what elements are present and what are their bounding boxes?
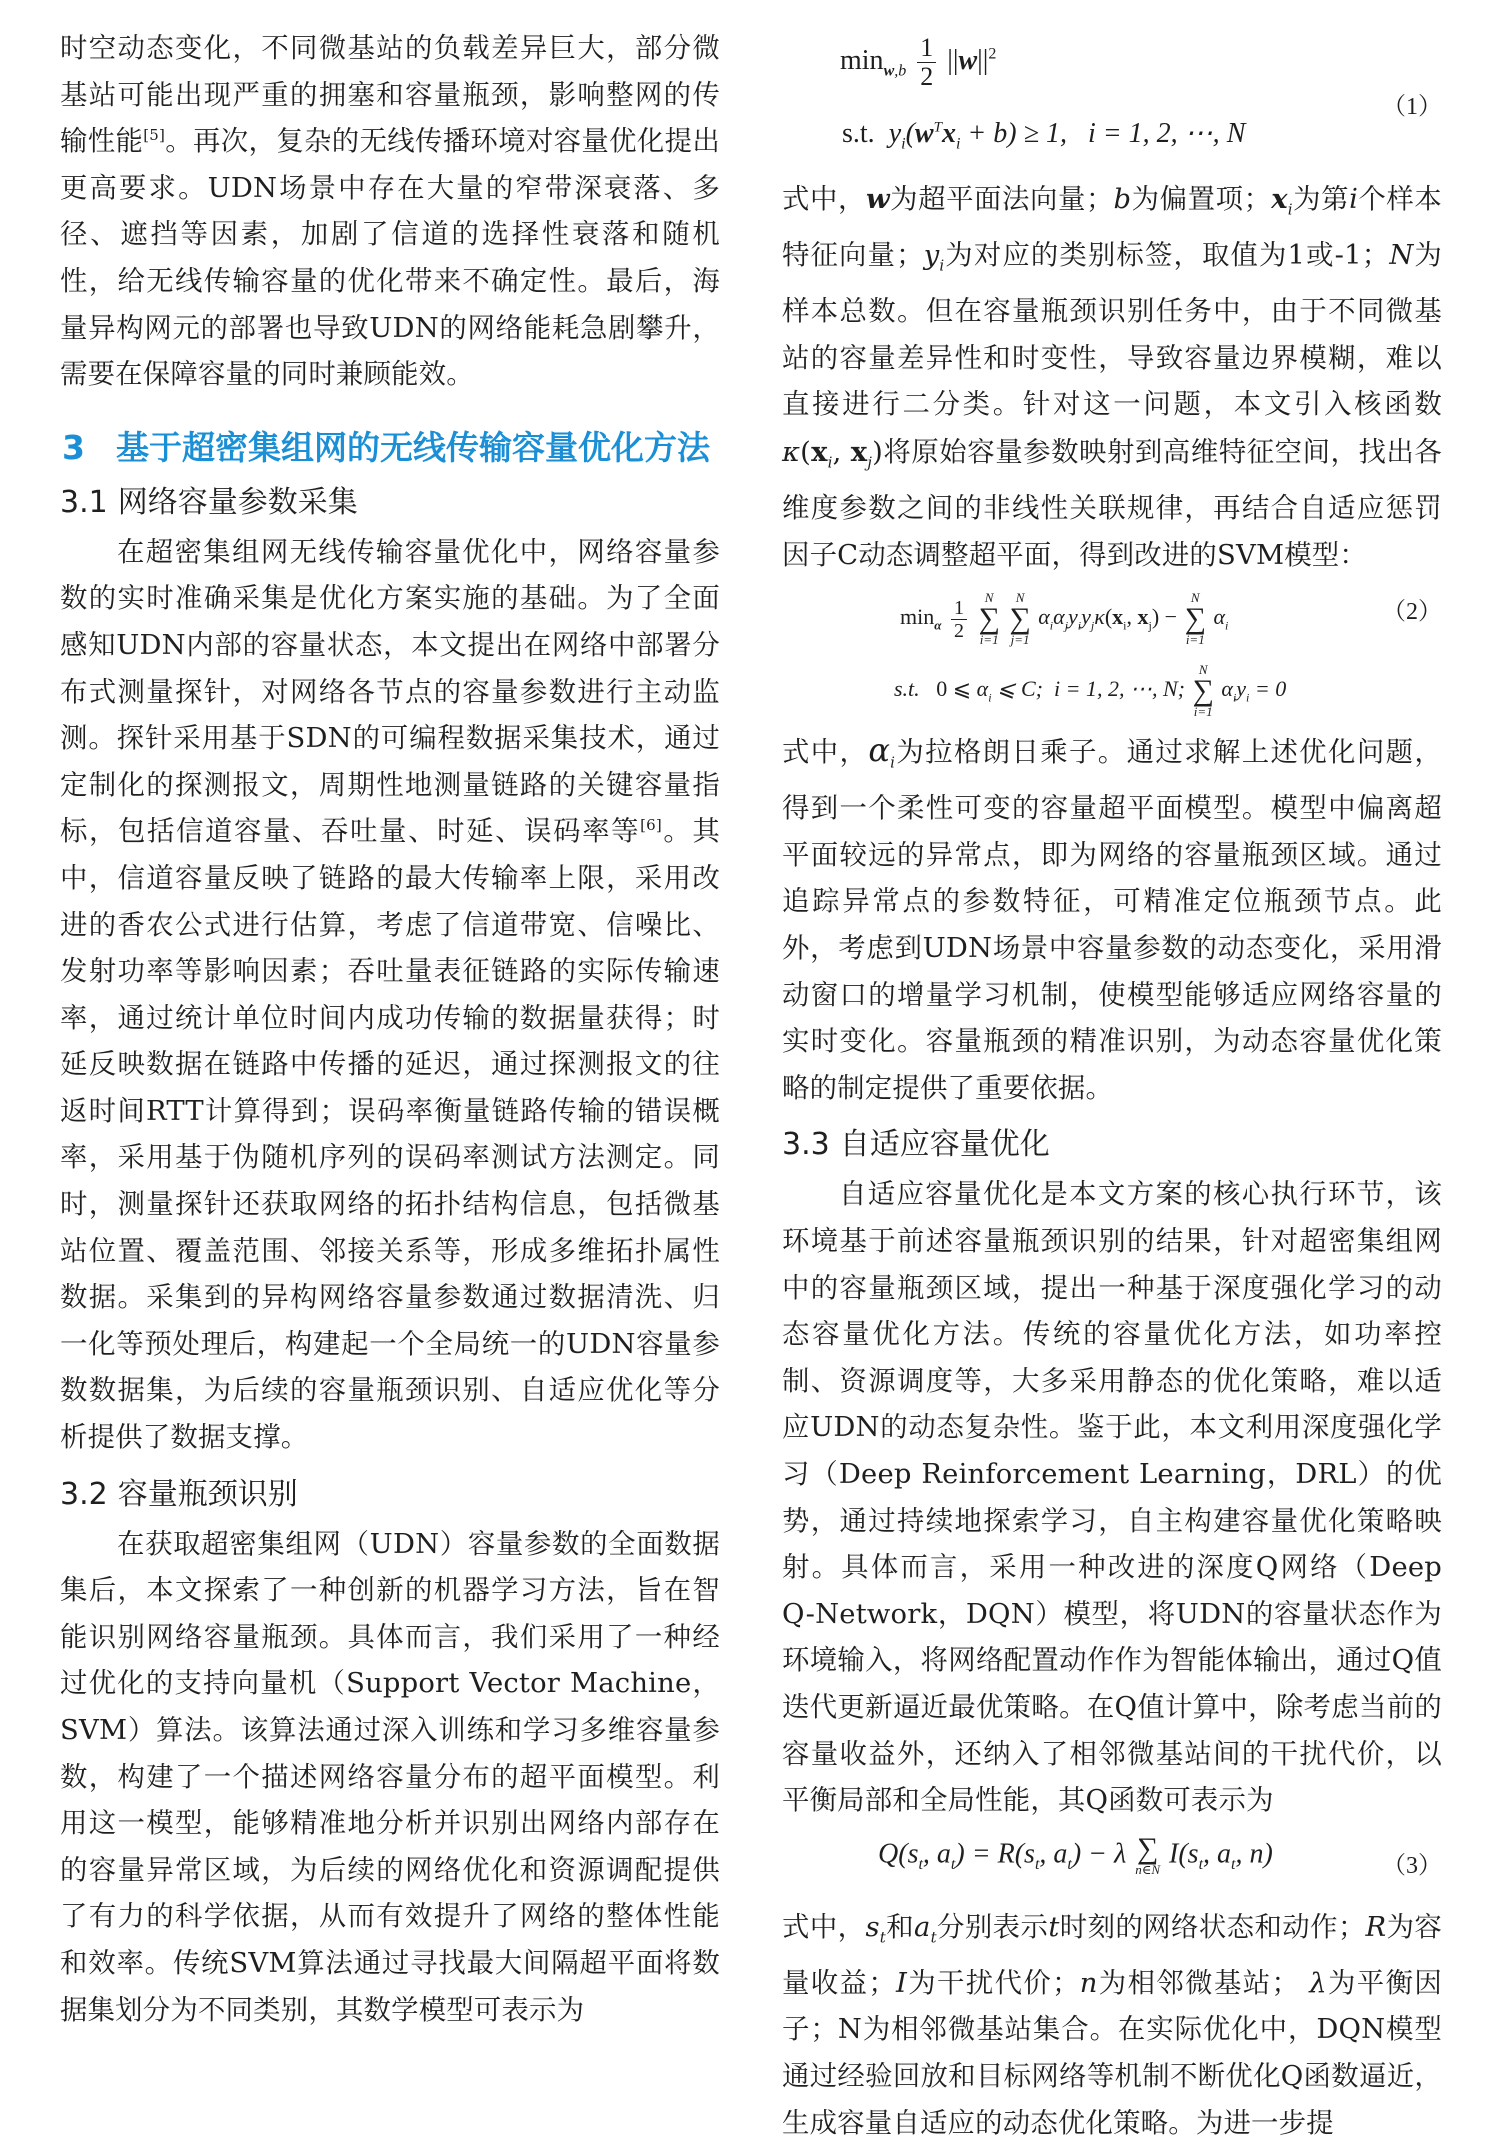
paragraph-eq1-explain-a: 式中，w为超平面法向量；b为偏置项；$x_i$为第i个样本特征向量；$y_i$为对应的类别标签，取值为1或-1；N为样本总数。但在容量瓶颈识别任务中，由于不同微基站的容量差异性和时变性，导致容量边界模糊，难以直接进行二分类。针对这一问题，本文引入核函数$\kappa(x_i$, $x_j$)将原始容量参数映射到高维特征空间，找出各维度参数之间的非线性关联规律，再结合自适应惩罚因子C动态调整超平面，得到改进的SVM模型： xyxy=(782,183,1443,571)
equation-number: （3） xyxy=(1382,1852,1442,1879)
equation-number: （2） xyxy=(1382,599,1442,626)
subsection-number: 3.3 xyxy=(782,1127,830,1163)
paragraph-text: 因子；N为相邻微基站集合。在实际优化中，DQN模型通过经验回放和目标网络等机制不断优化Q函数逼近，生成容量自适应的动态优化策略。为进一步提 xyxy=(782,1967,1442,2139)
paragraph-text: 。再次，复杂的无线传播环境对容量优化提出更高要求。UDN场景中存在大量的窄带深衰落、多径、遮挡等因素，加剧了信道的选择性衰落和随机性，给无线传输容量的优化带来不确定性。最后，海量异构网元的部署也导致UDN的网络能耗急剧攀升，需要在保障容量的同时兼顾能效。 xyxy=(60,126,720,391)
subsection-title: 容量瓶颈识别 xyxy=(117,1476,298,1512)
subsection-heading-3-1 xyxy=(60,480,720,526)
paragraph-text: 将原始容量参数映射到高维特征空间，找出各维度参数之间的非线性关联规律，再结合自适应惩罚因子C动态调整超平面，得到改进的SVM模型： xyxy=(782,436,1442,571)
paragraph-3-1 xyxy=(60,530,720,1462)
paragraph-3-2: 在获取超密集组网（UDN）容量参数的全面数据集后，本文探索了一种创新的机器学习方法，旨在智能识别网络容量瓶颈。具体而言，我们采用了一种经过优化的支持向量机（Support Vector Machine，SVM）算法。该算法通过深入训练和学习多维容量参数，构建了一个描述网络容量分布的超平面模型。利用这一模型，能够精准地分析并识别出网络内部存在的容量异常区域，为后续的网络优化和资源调配提供了有力的科学依据，从而有效提升了网络的整体性能和效率。传统SVM算法通过寻找最大间隔超平面将数据集划分为不同类别，其数学模型可表示为 xyxy=(60,1528,720,2026)
equation-1: $\min_{w,b}$ $\frac{1}{2}$ $||w||^2$ s.t. $y_i(w^Tx_i + b) \ge 1$, i = 1, 2, ⋯, N （1） xyxy=(840,33,1442,153)
section-number: 3 xyxy=(62,427,85,467)
subsection-heading-3-2 xyxy=(60,1472,720,1518)
paragraph-eq2-explain: 式中，$\alpha_i$为拉格朗日乘子。通过求解上述优化问题，得到一个柔性可变的容量超平面模型。模型中偏离超平面较远的异常点，即为网络的容量瓶颈区域。通过追踪异常点的参数特征，可精准定位瓶颈节点。此外，考虑到UDN场景中容量参数的动态变化，采用滑动窗口的增量学习机制，使模型能够适应网络容量的实时变化。容量瓶颈的精准识别，为动态容量优化策略的制定提供了重要依据。 xyxy=(782,731,1442,1104)
paragraph-text: 。其中，信道容量反映了链路的最大传输率上限，采用改进的香农公式进行估算，考虑了信道带宽、信噪比、发射功率等影响因素；吞吐量表征链路的实际传输速率，通过统计单位时间内成功传输的数据量获得；时延反映数据在链路中传播的延迟，通过探测报文的往返时间RTT计算得到；误码率衡量链路传输的错误概率，采用基于伪随机序列的误码率测试方法测定。同时，测量探针还获取网络的拓扑结构信息，包括微基站位置、覆盖范围、邻接关系等，形成多维拓扑属性数据。采集到的异构网络容量参数通过数据清洗、归一化等预处理后，构建起一个全局统一的UDN容量参数数据集，为后续的容量瓶颈识别、自适应优化等分析提供了数据支撑。 xyxy=(60,816,720,1454)
equation-3: $Q(s_t$, $a_t) = R(s_t$, $a_t) - \lambda$ ∑ n∈N $I(s_t$, $a_t$, n) （3） xyxy=(878,1831,1442,1879)
section-heading-3 xyxy=(60,425,720,470)
subsection-number: 3.2 xyxy=(60,1476,108,1512)
paragraph-text: 为样本总数。但在容量瓶颈识别任务中，由于不同微基站的容量差异性和时变性，导致容量边界模糊，难以直接进行二分类。针对这一问题，本文引入核函数 xyxy=(782,240,1443,421)
citation-ref: [5] xyxy=(143,126,166,145)
citation-ref: [6] xyxy=(640,816,662,835)
subsection-heading-3-3 xyxy=(782,1122,1442,1168)
equation-2: $\min_\alpha$ $\frac{1}{2}$ N ∑ i=1 N ∑ j=1 $\alpha_i\alpha_jy_iy_j\kappa(x_i$, $x_j$) − N ∑ i=1 $\alpha_i$ s.t. 0 ⩽ $\alpha_i$ ⩽ C; i = 1, 2, ⋯, N; N ∑ i=1 $\alpha_iy_i = 0$ （2） xyxy=(894,590,1442,720)
paragraph-3-3: 自适应容量优化是本文方案的核心执行环节，该环境基于前述容量瓶颈识别的结果，针对超密集组网中的容量瓶颈区域，提出一种基于深度强化学习的动态容量优化方法。传统的容量优化方法，如功率控制、资源调度等，大多采用静态的优化策略，难以适应UDN的动态复杂性。鉴于此，本文利用深度强化学习（Deep Reinforcement Learning，DRL）的优势，通过持续地探索学习，自主构建容量优化策略映射。具体而言，采用一种改进的深度Q网络（Deep Q-Network，DQN）模型，将UDN的容量状态作为环境输入，将网络配置动作作为智能体输出，通过Q值迭代更新逼近最优策略。在Q值计算中，除考虑当前的容量收益外，还纳入了相邻微基站间的干扰代价，以平衡局部和全局性能，其Q函数可表示为 xyxy=(782,1179,1442,1817)
left-column xyxy=(60,26,720,2034)
paragraph-text: 时空动态变化，不同微基站的负载差异巨大，部分微基站可能出现严重的拥塞和容量瓶颈，影响整网的传输性能 xyxy=(60,33,720,158)
paragraph-text: 在超密集组网无线传输容量优化中，网络容量参数的实时准确采集是优化方案实施的基础。为了全面感知UDN内部的容量状态，本文提出在网络中部署分布式测量探针，对网络各节点的容量参数进行主动监测。探针采用基于SDN的可编程数据采集技术，通过定制化的探测报文，周期性地测量链路的关键容量指标，包括信道容量、吞吐量、时延、误码率等 xyxy=(60,536,720,848)
paragraph-text: 为拉格朗日乘子。通过求解上述优化问题，得到一个柔性可变的容量超平面模型。模型中偏离超平面较远的异常点，即为网络的容量瓶颈区域。通过追踪异常点的参数特征，可精准定位瓶颈节点。此外，考虑到UDN场景中容量参数的动态变化，采用滑动窗口的增量学习机制，使模型能够适应网络容量的实时变化。容量瓶颈的精准识别，为动态容量优化策略的制定提供了重要依据。 xyxy=(782,737,1442,1104)
subsection-title: 网络容量参数采集 xyxy=(117,484,358,520)
subsection-number: 3.1 xyxy=(60,484,108,520)
section-title: 基于超密集组网的无线传输容量优化方法 xyxy=(116,427,710,467)
subsection-title: 自适应容量优化 xyxy=(839,1127,1050,1163)
equation-number: （1） xyxy=(1382,94,1442,120)
paragraph-intro xyxy=(60,26,720,399)
paragraph-eq3-explain: 式中，$s_t$和$a_t$分别表示t时刻的网络状态和动作；R为容量收益；I为干扰代价；n为相邻微基站； λ为平衡因子；N为相邻微基站集合。在实际优化中，DQN模型通过经验回放和目标网络等机制不断优化Q函数逼近，生成容量自适应的动态优化策略。为进一步提 xyxy=(782,1911,1443,2139)
right-column xyxy=(782,26,1442,2147)
